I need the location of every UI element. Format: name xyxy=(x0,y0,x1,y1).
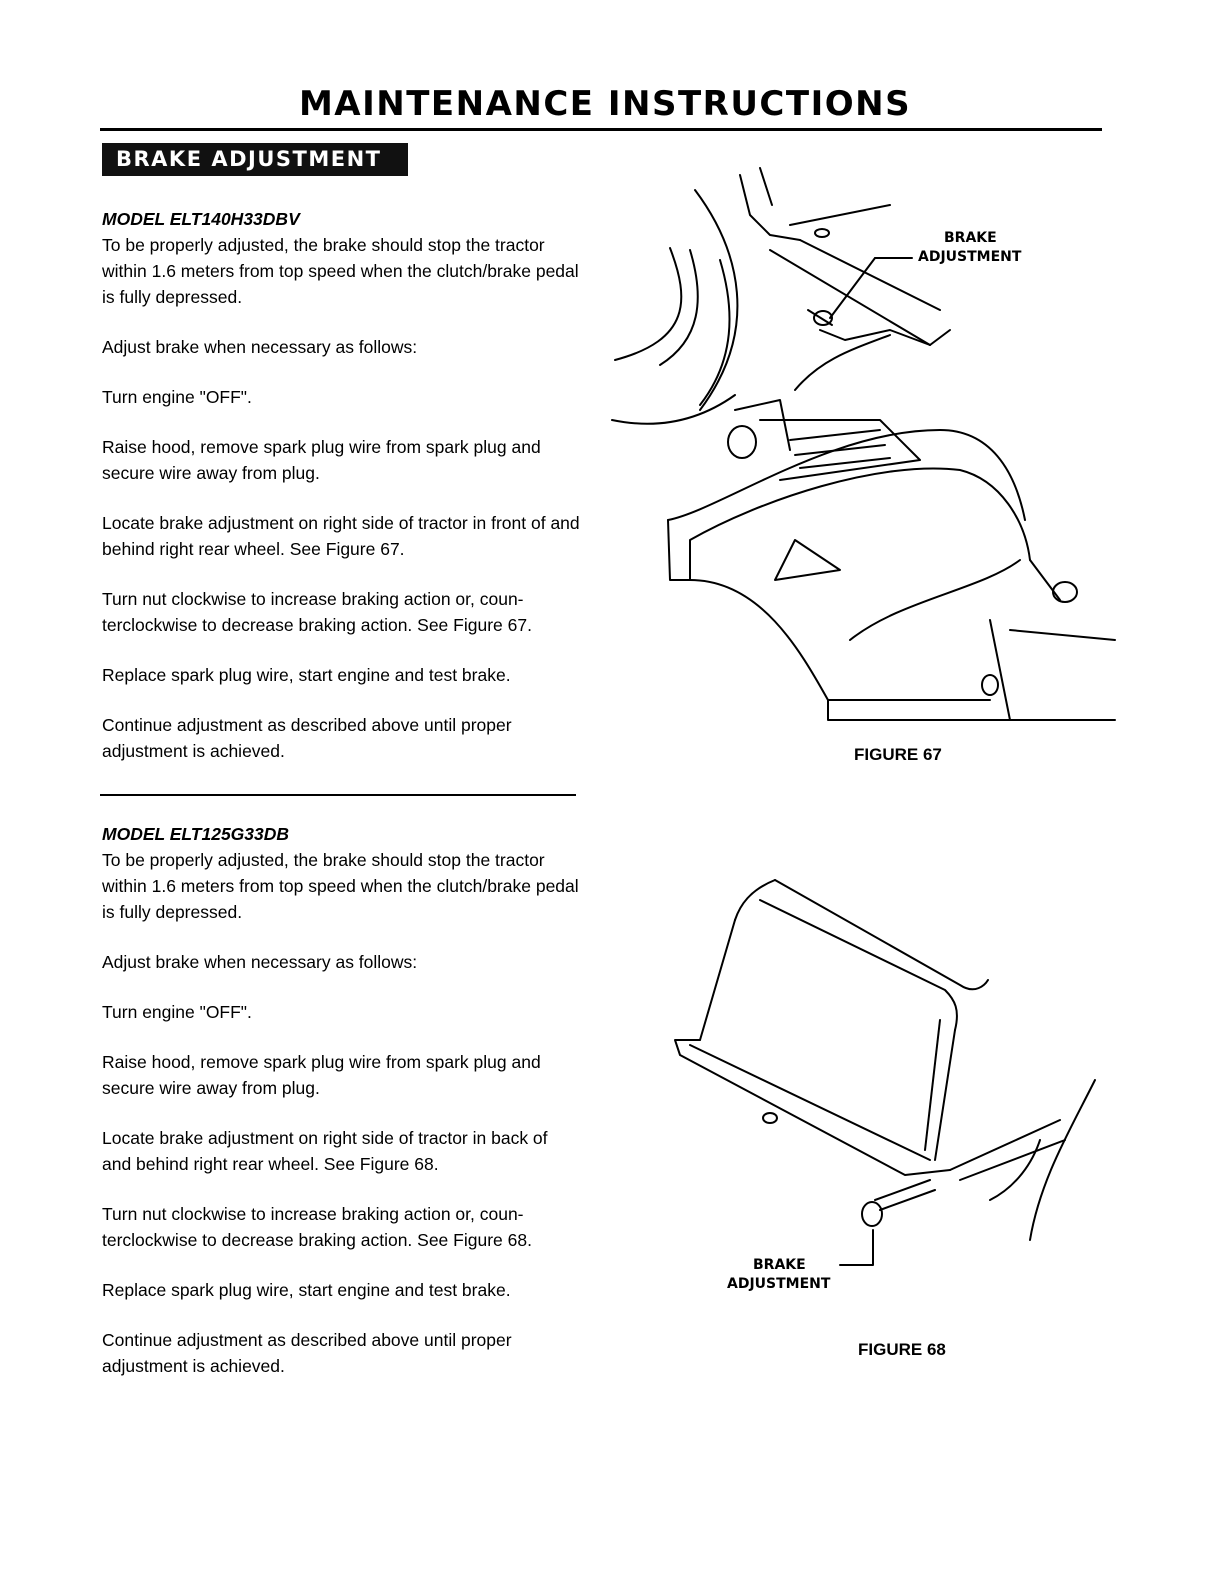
model-2-intro: To be properly adjusted, the brake should stop the tractor within 1.6 meters from top speed when the clutch/brake pedal is fully depressed. xyxy=(102,850,579,922)
model-1-step: Replace spark plug wire, start engine and test brake. xyxy=(102,665,511,685)
model-1-intro: To be properly adjusted, the brake should stop the tractor within 1.6 meters from top speed when the clutch/brake pedal is fully depressed. xyxy=(102,235,579,307)
figure-68-callout-line2: ADJUSTMENT xyxy=(727,1276,831,1292)
model-2-step: Continue adjustment as described above until proper adjustment is achieved. xyxy=(102,1330,512,1376)
figure-67-caption: FIGURE 67 xyxy=(854,745,942,764)
model-1-title: MODEL ELT140H33DBV xyxy=(102,209,300,229)
model-1-step: Continue adjustment as described above until proper adjustment is achieved. xyxy=(102,715,512,761)
model-1-step: Turn engine "OFF". xyxy=(102,387,252,407)
model-1-step: Raise hood, remove spark plug wire from spark plug and secure wire away from plug. xyxy=(102,437,541,483)
model-2-step: Raise hood, remove spark plug wire from spark plug and secure wire away from plug. xyxy=(102,1052,541,1098)
model-1-step: Locate brake adjustment on right side of tractor in front of and behind right rear wheel. See Figure 67. xyxy=(102,513,580,559)
figure-67-callout-line2: ADJUSTMENT xyxy=(918,249,1022,265)
model-2-step: Locate brake adjustment on right side of tractor in back of and behind right rear wheel. See Figure 68. xyxy=(102,1128,548,1174)
section-heading: BRAKE ADJUSTMENT xyxy=(102,143,408,176)
figure-68-callout-line1: BRAKE xyxy=(753,1257,806,1273)
figure-67-callout-line1: BRAKE xyxy=(944,230,997,246)
model-2-step: Turn nut clockwise to increase braking action or, coun-terclockwise to decrease braking action. See Figure 68. xyxy=(102,1204,532,1250)
figure-68-callout xyxy=(727,1256,831,1294)
model-2-step: Adjust brake when necessary as follows: xyxy=(102,952,418,972)
model-2-step: Replace spark plug wire, start engine and test brake. xyxy=(102,1280,511,1300)
page-title: MAINTENANCE INSTRUCTIONS xyxy=(298,84,912,124)
model-1-step: Turn nut clockwise to increase braking action or, coun-terclockwise to decrease braking action. See Figure 67. xyxy=(102,589,532,635)
figure-68-caption: FIGURE 68 xyxy=(858,1340,946,1359)
model-2-step: Turn engine "OFF". xyxy=(102,1002,252,1022)
model-1-step: Adjust brake when necessary as follows: xyxy=(102,337,418,357)
model-2-title: MODEL ELT125G33DB xyxy=(102,824,290,844)
